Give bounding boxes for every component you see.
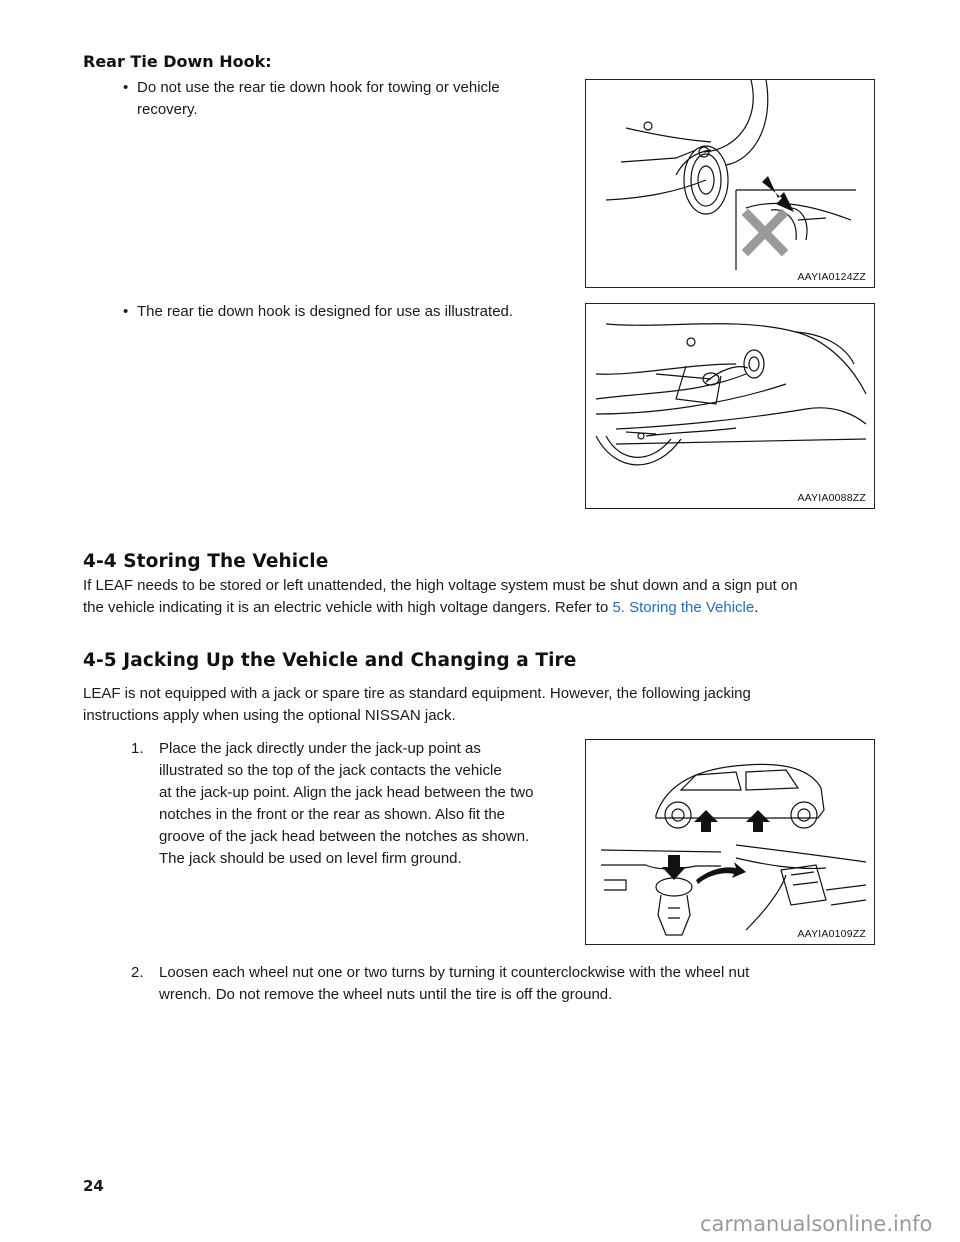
page-number: 24 (83, 1177, 104, 1195)
section-heading-storing: 4-4 Storing The Vehicle (83, 551, 329, 572)
step-text-line: notches in the front or the rear as shown. Also fit the (159, 806, 506, 823)
figure-rear-hook-proper-use (585, 303, 875, 509)
figure-code: AAYIA0109ZZ (797, 928, 866, 940)
bullet-item (123, 301, 563, 323)
bullet-marker: • (123, 303, 129, 320)
step-text-line: groove of the jack head between the notches as shown. (159, 828, 530, 845)
storing-text-line2 (83, 597, 758, 619)
step-text-line: at the jack-up point. Align the jack head between the two (159, 784, 534, 801)
step-text-line: Loosen each wheel nut one or two turns by turning it counterclockwise with the wheel nut (159, 964, 750, 981)
numbered-step-1 (131, 738, 571, 870)
bullet-text-line1: Do not use the rear tie down hook for towing or vehicle (137, 79, 500, 96)
bullet-text-line2: recovery. (137, 101, 198, 118)
figure-jack-up-points (585, 739, 875, 945)
jacking-intro-line2: instructions apply when using the optional NISSAN jack. (83, 707, 456, 724)
step-number: 2. (131, 964, 144, 981)
numbered-step-2 (131, 962, 851, 1006)
step-text-line: Place the jack directly under the jack-up point as (159, 740, 481, 757)
bullet-marker: • (123, 79, 129, 96)
step-text-line: wrench. Do not remove the wheel nuts until the tire is off the ground. (159, 986, 613, 1003)
section-heading-jacking: 4-5 Jacking Up the Vehicle and Changing a Tire (83, 650, 577, 671)
figure-code: AAYIA0124ZZ (797, 271, 866, 283)
period: . (754, 599, 759, 616)
storing-vehicle-link[interactable]: 5. Storing the Vehicle (612, 599, 755, 616)
illustration-hook-tie-down (586, 304, 874, 508)
watermark-text: carmanualsonline.info (700, 1212, 933, 1236)
figure-code: AAYIA0088ZZ (797, 492, 866, 504)
bullet-text: The rear tie down hook is designed for use as illustrated. (137, 303, 514, 320)
illustration-hook-prohibited (586, 80, 874, 287)
bullet-item (123, 77, 563, 121)
illustration-jacking-points (586, 740, 874, 944)
jacking-intro-line1: LEAF is not equipped with a jack or spare tire as standard equipment. However, the following jacking (83, 685, 751, 702)
step-text-line: illustrated so the top of the jack contacts the vehicle (159, 762, 502, 779)
storing-text: the vehicle indicating it is an electric vehicle with high voltage dangers. Refer to (83, 599, 613, 616)
rear-hook-heading: Rear Tie Down Hook: (83, 52, 272, 71)
step-number: 1. (131, 740, 144, 757)
step-text-line: The jack should be used on level firm ground. (159, 850, 462, 867)
figure-rear-hook-no-towing (585, 79, 875, 288)
storing-text-line1: If LEAF needs to be stored or left unattended, the high voltage system must be shut down and a sign put on (83, 577, 798, 594)
